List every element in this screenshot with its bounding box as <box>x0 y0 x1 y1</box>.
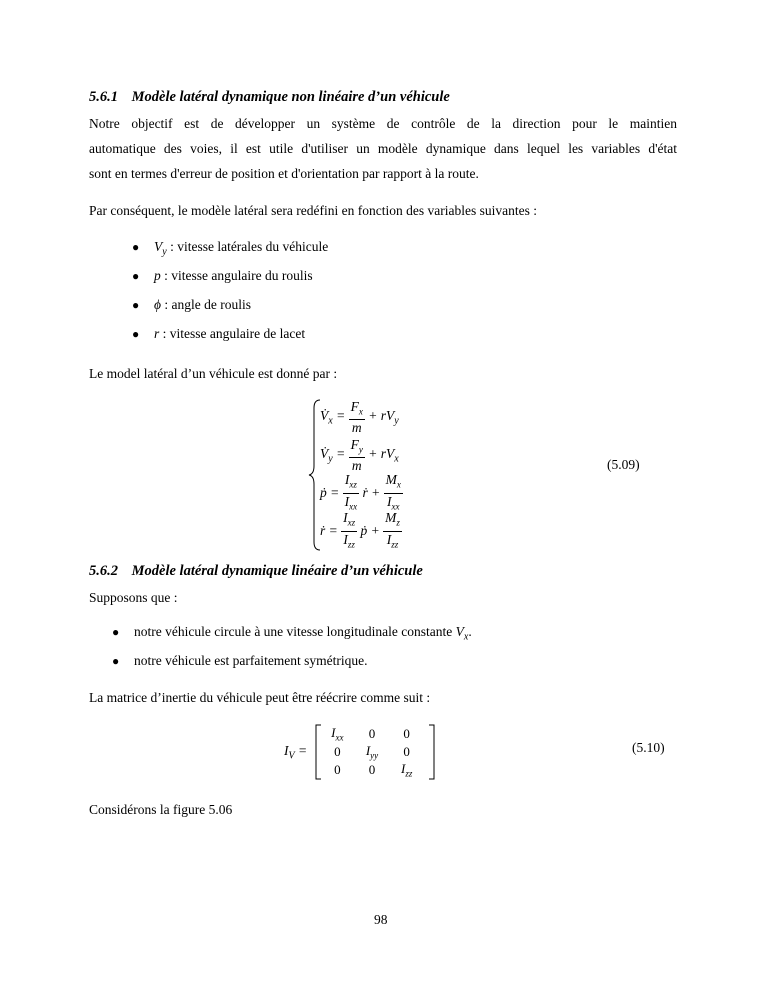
paragraph: La matrice d’inertie du véhicule peut être réécrire comme suit : <box>89 690 431 705</box>
equation-system-5-09 <box>308 398 448 552</box>
paragraph: Le model latéral d’un véhicule est donné par : <box>89 366 338 381</box>
bullet-icon: ● <box>132 240 140 254</box>
matrix-body: $I_{xx}$ 0 0 0 $I_{yy}$ 0 0 0 $I_{zz}$ <box>331 725 413 779</box>
paragraph: Considérons la figure 5.06 <box>89 802 233 817</box>
variable-description: : vitesse angulaire du roulis <box>160 268 313 283</box>
page-number: 98 <box>374 912 388 927</box>
assumption-text: notre véhicule est parfaitement symétrique. <box>134 653 368 668</box>
paragraph-line: automatique des voies, il est utile d'utiliser un modèle dynamique dans lequel les variables d'état <box>89 141 677 156</box>
section-number: 5.6.2 <box>89 563 118 579</box>
inertia-matrix-equation <box>284 724 424 782</box>
variable-symbol: r <box>154 326 160 341</box>
variables-list <box>132 239 532 354</box>
variable-symbol: p <box>154 268 161 283</box>
section-heading-5-6-2 <box>89 563 423 580</box>
section-heading-5-6-1 <box>89 89 450 106</box>
equation-row: $V̇_y$ = $\frac{F_y}{m}$ + $rV_x$ <box>320 436 399 474</box>
equation-row: ṗ = $\frac{I_{xz}}{I_{xx}}$ ṙ + $\frac{M_x}{I_{xx}}$ <box>320 474 403 512</box>
equation-number: (5.10) <box>632 740 665 755</box>
variable-description: : vitesse angulaire de lacet <box>159 326 306 341</box>
bullet-icon: ● <box>132 298 140 312</box>
math-symbol: $V_x$ <box>455 624 469 643</box>
equation-row: ṙ = $\frac{I_{xz}}{I_{zz}}$ ṗ + $\frac{M_z}{I_{zz}}$ <box>320 512 402 550</box>
equation-row: $V̇_x$ = $\frac{F_x}{m}$ + $rV_y$ <box>320 398 399 436</box>
bullet-icon: ● <box>132 327 140 341</box>
variable-subscript: y <box>162 246 167 258</box>
paragraph: Par conséquent, le modèle latéral sera redéfini en fonction des variables suivantes : <box>89 203 537 218</box>
variable-symbol: ϕ <box>154 297 161 312</box>
variable-description: : vitesse latérales du véhicule <box>166 239 329 254</box>
assumption-text: notre véhicule circule à une vitesse longitudinale constante <box>134 624 453 639</box>
matrix-lhs: $I_V$ = <box>284 743 308 762</box>
section-number: 5.6.1 <box>89 89 118 105</box>
bullet-icon: ● <box>132 269 140 283</box>
bullet-icon: ● <box>112 625 120 639</box>
paragraph-line: Notre objectif est de développer un système de contrôle de la direction pour le maintien <box>89 116 677 131</box>
variable-symbol: V <box>154 239 163 254</box>
equation-number: (5.09) <box>607 457 640 472</box>
right-bracket <box>428 724 436 780</box>
bullet-icon: ● <box>112 654 120 668</box>
paragraph: Supposons que : <box>89 590 178 605</box>
variable-description: : angle de roulis <box>161 297 251 312</box>
section-title: Modèle latéral dynamique non linéaire d’un véhicule <box>131 89 450 105</box>
paragraph-line: sont en termes d'erreur de position et d'orientation par rapport à la route. <box>89 166 479 181</box>
section-title: Modèle latéral dynamique linéaire d’un véhicule <box>131 563 423 579</box>
